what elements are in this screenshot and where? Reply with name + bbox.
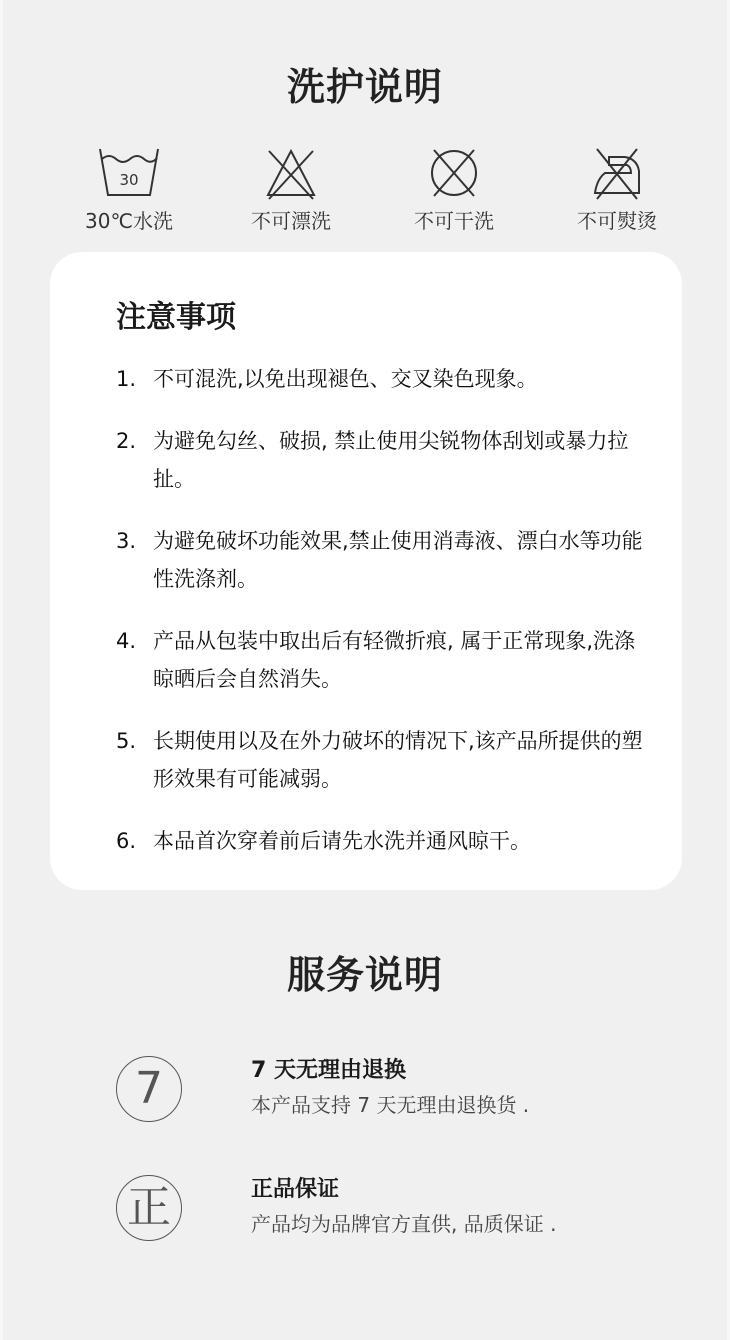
note-number: 3. [116,529,137,553]
service-desc-genuine: 产品均为品牌官方直供, 品质保证 . [251,1212,557,1236]
note-text: 产品从包装中取出后有轻微折痕, 属于正常现象,洗涤晾晒后会自然消失。 [153,629,636,691]
care-item-no-dry-clean [374,145,534,234]
note-text: 为避免破坏功能效果,禁止使用消毒液、漂白水等功能性洗涤剂。 [153,529,643,591]
note-number: 1. [116,367,137,391]
notes-card [50,252,682,890]
note-text: 为避免勾丝、破损, 禁止使用尖锐物体刮划或暴力拉扯。 [153,429,629,491]
notes-title: 注意事项 [116,300,236,335]
note-number: 5. [116,729,137,753]
service-title: 服务说明 [286,953,443,997]
service-item-return [0,1056,730,1146]
care-label-no-iron: 不可熨烫 [577,209,657,233]
no-bleach-icon [259,145,323,201]
svg-text:30: 30 [119,171,139,189]
note-item [116,722,656,798]
care-item-no-bleach [211,145,371,234]
care-title: 洗护说明 [286,65,443,109]
note-text: 不可混洗,以免出现褪色、交叉染色现象。 [153,367,538,391]
care-label-no-dry-clean: 不可干洗 [414,209,494,233]
note-item [116,522,656,598]
service-text [251,1175,556,1241]
note-number: 2. [116,429,137,453]
note-item [116,822,656,860]
service-title-return: 7 天无理由退换 [251,1058,406,1083]
care-item-no-iron [537,145,697,234]
care-label-wash: 30℃水洗 [85,209,173,233]
care-item-wash [49,145,209,234]
wash-30-icon [97,145,161,201]
care-icons-row [0,145,730,245]
notes-list [116,360,656,884]
service-item-genuine [0,1175,730,1265]
note-number: 6. [116,829,137,853]
note-item [116,360,656,398]
note-item [116,622,656,698]
note-number: 4. [116,629,137,653]
note-text: 长期使用以及在外力破坏的情况下,该产品所提供的塑形效果有可能减弱。 [153,729,643,791]
no-iron-icon [585,145,649,201]
genuine-badge-icon: 正 [116,1175,182,1241]
service-title-genuine: 正品保证 [251,1177,340,1202]
seven-day-badge-icon: 7 [116,1056,182,1122]
service-desc-return: 本产品支持 7 天无理由退换货 . [251,1093,530,1117]
no-dry-clean-icon [422,145,486,201]
note-text: 本品首次穿着前后请先水洗并通风晾干。 [153,829,531,853]
care-label-no-bleach: 不可漂洗 [251,209,331,233]
service-text [251,1056,529,1122]
note-item [116,422,656,498]
